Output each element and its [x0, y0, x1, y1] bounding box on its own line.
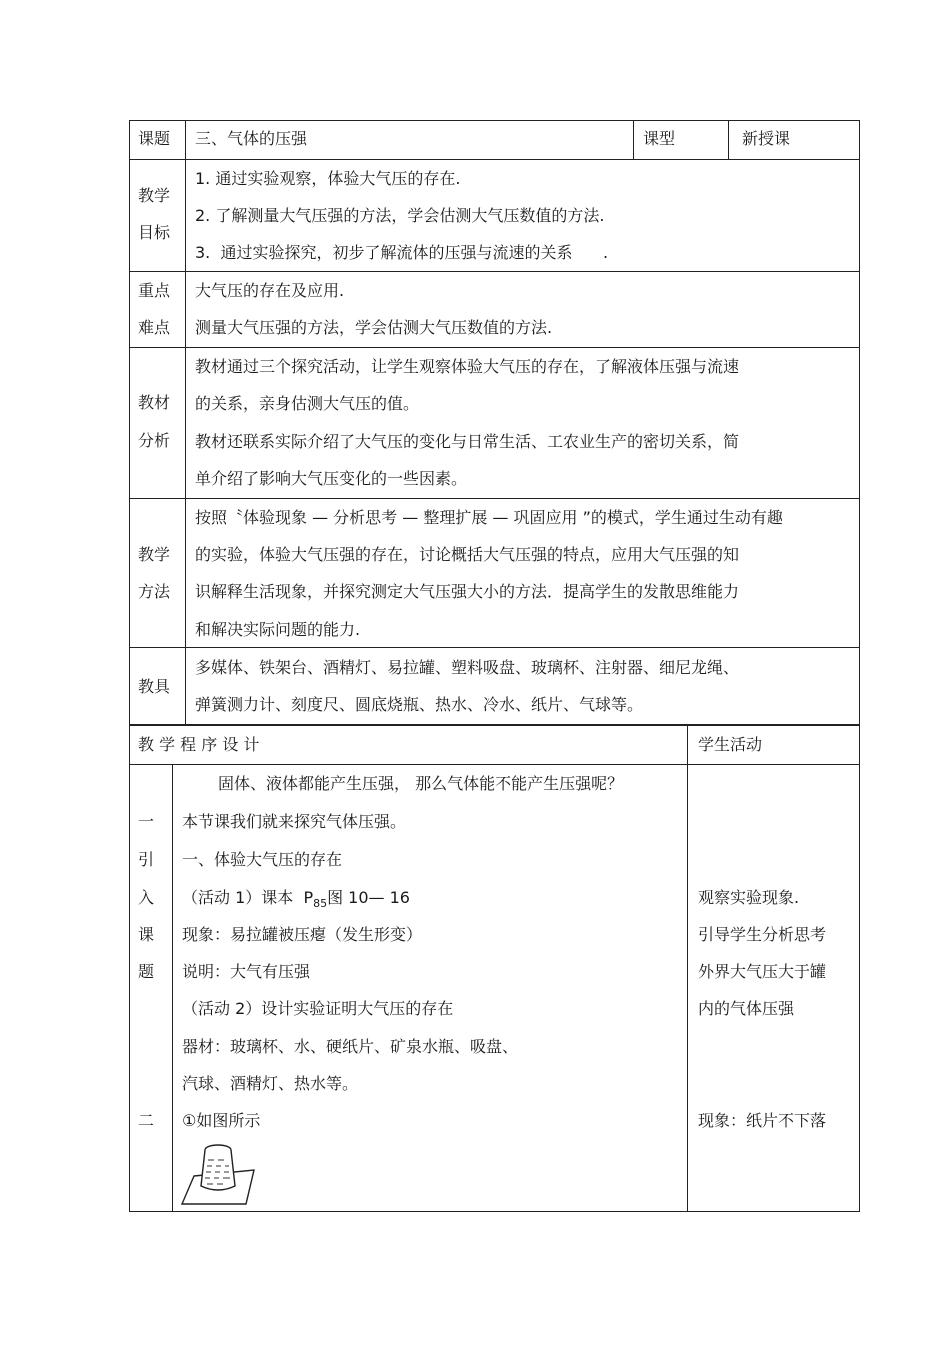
objective-item: 1. 通过实验观察，体验大气压的存在.	[195, 169, 461, 188]
analysis-label-2: 分析	[138, 431, 171, 450]
method-line: 按照〝体验现象 — 分析思考 — 整理扩展 — 巩固应用 ”的模式，学生通过生动有趣	[195, 508, 783, 527]
row-divider	[129, 159, 860, 160]
procedure-design-header: 教 学 程 序 设 计	[138, 735, 260, 754]
key-point-item: 大气压的存在及应用.	[195, 281, 345, 300]
student-activity-line: 引导学生分析思考	[698, 925, 827, 944]
side-label: 二	[138, 1111, 155, 1130]
procedure-line: 固体、液体都能产生压强， 那么气体能不能产生压强呢？	[218, 774, 624, 793]
activity-1-text: （活动 1）课本 P	[182, 888, 314, 907]
figure-reference: 图 10— 16	[327, 888, 410, 907]
key-points-label-2: 难点	[138, 318, 171, 337]
side-label: 引	[138, 850, 155, 869]
page-number-subscript: 85	[313, 897, 328, 911]
side-label: 课	[138, 925, 155, 944]
student-activity-line: 现象：纸片不下落	[698, 1111, 827, 1130]
analysis-label-1: 教材	[138, 393, 171, 412]
row-divider	[129, 498, 860, 499]
student-activity-line: 内的气体压强	[698, 999, 795, 1018]
side-column-divider	[172, 764, 173, 1212]
analysis-line: 教材还联系实际介绍了大气压的变化与日常生活、工农业生产的密切关系，简	[195, 432, 740, 451]
type-label: 课型	[643, 129, 676, 148]
procedure-line: 本节课我们就来探究气体压强。	[182, 812, 407, 831]
label-column-divider	[185, 120, 186, 724]
key-point-item: 测量大气压强的方法，学会估测大气压数值的方法.	[195, 318, 553, 337]
header-column-divider	[728, 120, 729, 159]
header-column-divider	[633, 120, 634, 159]
objective-item: 2. 了解测量大气压强的方法，学会估测大气压数值的方法.	[195, 206, 605, 225]
row-divider	[129, 271, 860, 272]
analysis-line: 教材通过三个探究活动，让学生观察体验大气压的存在，了解液体压强与流速	[195, 357, 740, 376]
side-label: 入	[138, 888, 155, 907]
student-activity-header: 学生活动	[698, 735, 763, 754]
section-divider	[129, 724, 860, 726]
equipment-line: 多媒体、铁架台、酒精灯、易拉罐、塑料吸盘、玻璃杯、注射器、细尼龙绳、	[195, 658, 740, 677]
cup-on-paper-illustration	[180, 1140, 258, 1208]
procedure-line: 说明：大气有压强	[182, 962, 311, 981]
side-label: 一	[138, 812, 155, 831]
objectives-label-1: 教学	[138, 186, 171, 205]
procedure-line: 汽球、酒精灯、热水等。	[182, 1074, 359, 1093]
student-activity-line: 外界大气压大于罐	[698, 962, 827, 981]
analysis-line: 的关系，亲身估测大气压的值。	[195, 394, 420, 413]
key-points-label-1: 重点	[138, 281, 171, 300]
analysis-line: 单介绍了影响大气压变化的一些因素。	[195, 469, 468, 488]
procedure-line: （活动 2）设计实验证明大气压的存在	[182, 999, 454, 1018]
topic-label: 课题	[138, 129, 171, 148]
procedure-line: 一、体验大气压的存在	[182, 850, 343, 869]
student-activity-line: 观察实验现象.	[698, 888, 800, 907]
procedure-line: 器材：玻璃杯、水、硬纸片、矿泉水瓶、吸盘、	[182, 1037, 519, 1056]
topic-value: 三、气体的压强	[195, 129, 308, 148]
method-line: 的实验，体验大气压强的存在，讨论概括大气压强的特点，应用大气压强的知	[195, 545, 740, 564]
procedure-line	[182, 888, 410, 911]
procedure-line: ①如图所示	[182, 1111, 261, 1130]
row-divider	[129, 764, 860, 765]
type-value: 新授课	[742, 129, 791, 148]
row-divider	[129, 647, 860, 648]
equipment-label: 教具	[138, 677, 171, 696]
row-divider	[129, 347, 860, 348]
equipment-line: 弹簧测力计、刻度尺、圆底烧瓶、热水、冷水、纸片、气球等。	[195, 695, 644, 714]
method-line: 和解决实际问题的能力.	[195, 620, 361, 639]
side-label: 题	[138, 962, 155, 981]
objective-item: 3. 通过实验探究，初步了解流体的压强与流速的关系 .	[195, 243, 609, 262]
activity-column-divider	[687, 724, 688, 1212]
method-line: 识解释生活现象，并探究测定大气压强大小的方法．提高学生的发散思维能力	[195, 582, 740, 601]
objectives-label-2: 目标	[138, 223, 171, 242]
procedure-line: 现象：易拉罐被压瘪（发生形变）	[182, 925, 423, 944]
method-label-2: 方法	[138, 582, 171, 601]
method-label-1: 教学	[138, 545, 171, 564]
